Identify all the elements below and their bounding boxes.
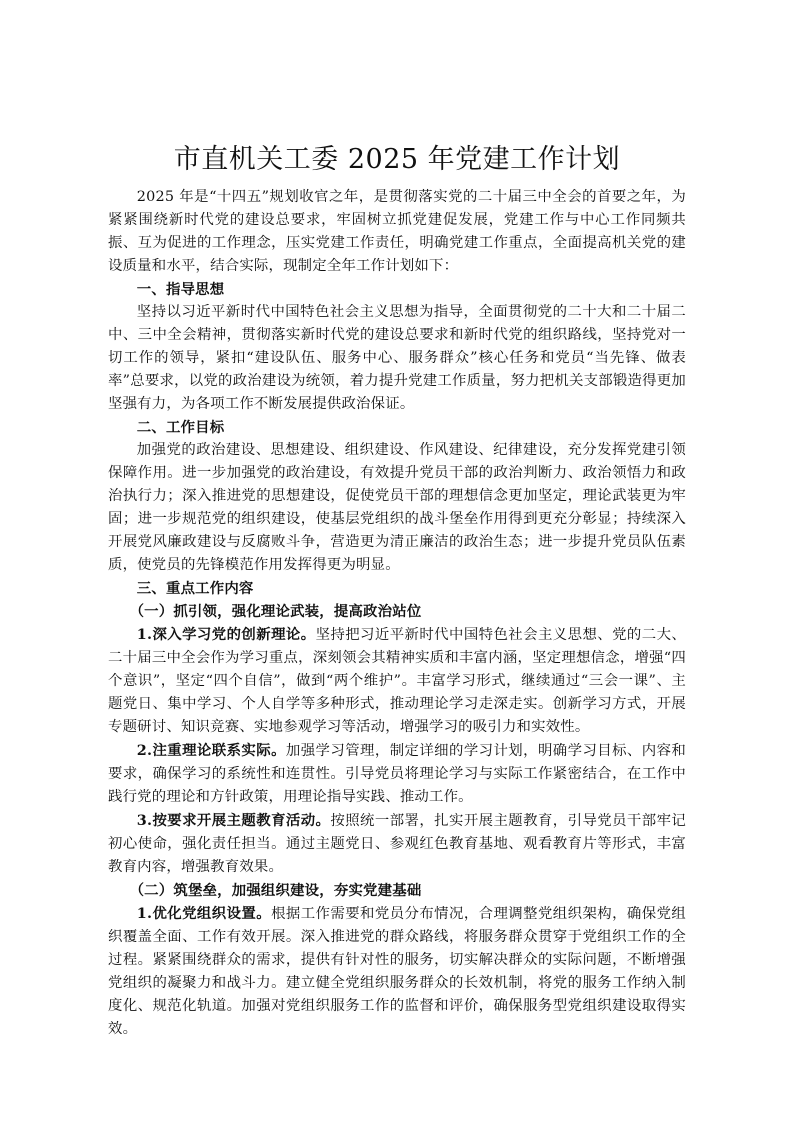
subsection-heading-organization: （二）筑堡垒，加强组织建设，夯实党建基础 xyxy=(129,882,422,899)
item-text-theme-education: 按照统一部署，扎实开展主题教育，引导党员干部牢记初心使命，强化责任担当。通过主题党日、参观红色教育基地、观看教育片等形式，丰富教育内容，增强教育效果。 xyxy=(108,813,686,875)
work-goals-paragraph: 加强党的政治建设、思想建设、组织建设、作风建设、纪律建设，充分发挥党建引领保障作用。进一步加强党的政治建设，有效提升党员干部的政治判断力、政治领悟力和政治执行力；深入推进党的思想建设，促使党员干部的理想信念更加坚定，理论武装更为牢固；进一步规范党的组织建设，使基层党组织的战斗堡垒作用得到更充分彰显；持续深入开展党风廉政建设与反腐败斗争，营造更为清正廉洁的政治生态；进一步提升党员队伍素质，使党员的先锋模范作用发挥得更为明显。 xyxy=(108,442,686,573)
item-paragraph-innovative-theory xyxy=(108,623,686,739)
item-lead-innovative-theory: 1.深入学习党的创新理论。 xyxy=(136,626,316,643)
item-text-organization-setup: 根据工作需要和党员分布情况，合理调整党组织架构，确保党组织覆盖全面、工作有效开展。深入推进党的群众路线，将服务群众贯穿于党组织工作的全过程。紧紧围绕群众的需求，提供有针对性的服务，切实解决群众的实际问题，不断增强党组织的凝聚力和战斗力。建立健全党组织服务群众的长效机制，将党的服务工作纳入制度化、规范化轨道。加强对党组织服务工作的监督和评价，确保服务型党组织建设取得实效。 xyxy=(108,906,686,1037)
document-body xyxy=(108,140,686,1041)
item-text-innovative-theory: 坚持把习近平新时代中国特色社会主义思想、党的二大、二十届三中全会作为学习重点，深刻领会其精神实质和丰富内涵，坚定理想信念，增强“四个意识”，坚定“四个自信”，做到“两个维护”。丰富学习形式，继续通过“三会一课”、主题党日、集中学习、个人自学等多种形式，推动理论学习走深走实。创新学习方式，开展专题研讨、知识竞赛、实地参观学习等活动，增强学习的吸引力和实效性。 xyxy=(108,627,686,735)
item-lead-theme-education: 3.按要求开展主题教育活动。 xyxy=(136,812,331,829)
item-paragraph-organization-setup xyxy=(108,902,686,1041)
section-heading-key-work: 三、重点工作内容 xyxy=(136,580,254,597)
item-paragraph-theme-education xyxy=(108,809,686,879)
section-heading-work-goals: 二、工作目标 xyxy=(136,419,225,436)
section-heading-guiding-ideology: 一、指导思想 xyxy=(136,281,225,298)
item-text-theory-practice: 加强学习管理，制定详细的学习计划，明确学习目标、内容和要求，确保学习的系统性和连贯性。引导党员将理论学习与实际工作紧密结合，在工作中践行党的理论和方针政策，用理论指导实践、推动工作。 xyxy=(108,743,686,805)
intro-paragraph: 2025 年是“十四五”规划收官之年，是贯彻落实党的二十届三中全会的首要之年，为紧紧围绕新时代党的建设总要求，牢固树立抓党建促发展，党建工作与中心工作同频共振、互为促进的工作理念，压实党建工作责任，明确党建工作重点，全面提高机关党的建设质量和水平，结合实际，现制定全年工作计划如下： xyxy=(108,189,686,274)
subsection-heading-theory: （一）抓引领，强化理论武装，提高政治站位 xyxy=(129,603,422,620)
item-lead-organization-setup: 1.优化党组织设置。 xyxy=(136,905,272,922)
document-title: 市直机关工委 2025 年党建工作计划 xyxy=(173,144,621,175)
item-paragraph-theory-practice xyxy=(108,739,686,809)
guiding-ideology-paragraph: 坚持以习近平新时代中国特色社会主义思想为指导，全面贯彻党的二十大和二十届二中、三中全会精神，贯彻落实新时代党的建设总要求和新时代党的组织路线，坚持党对一切工作的领导，紧扣“建设队伍、服务中心、服务群众”核心任务和党员“当先锋、做表率”总要求，以党的政治建设为统领，着力提升党建工作质量，努力把机关支部锻造得更加坚强有力，为各项工作不断发展提供政治保证。 xyxy=(108,304,686,412)
item-lead-theory-practice: 2.注重理论联系实际。 xyxy=(136,742,286,759)
